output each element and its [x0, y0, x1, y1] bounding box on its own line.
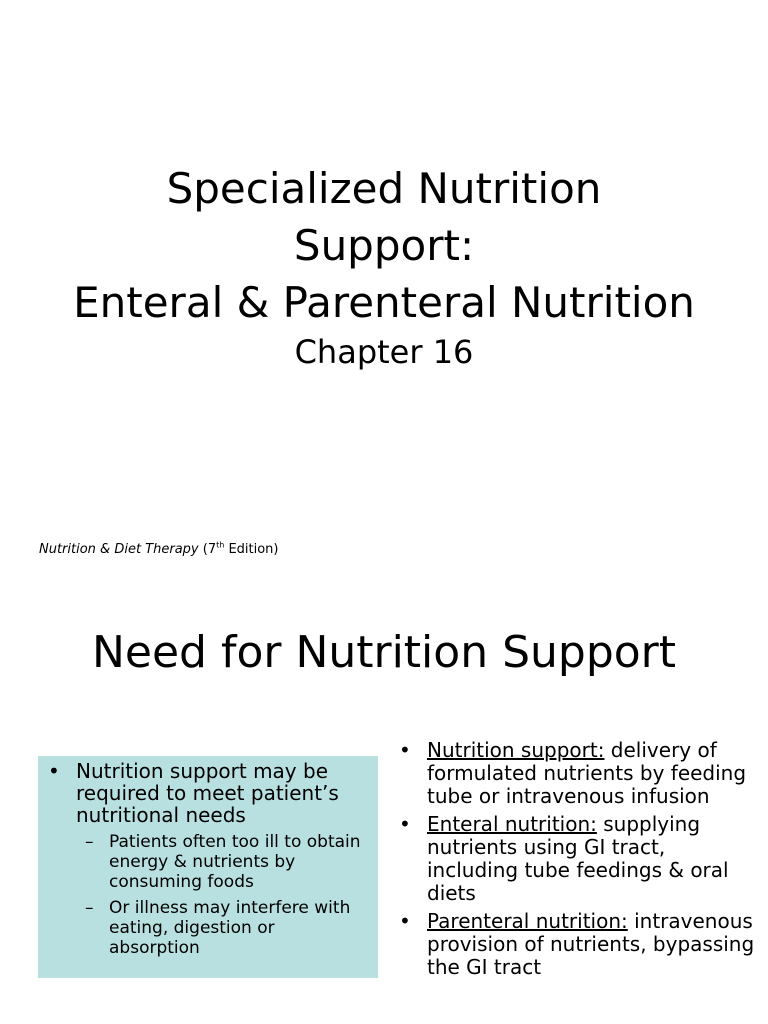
book-citation [39, 541, 279, 559]
edition-open: (7 [198, 542, 217, 557]
slide-2 [0, 576, 768, 1024]
list-item [38, 760, 368, 958]
right-bullet-list [389, 739, 759, 984]
left-bullet-list [38, 760, 368, 958]
list-item [389, 739, 759, 808]
dash-icon: – [85, 898, 94, 918]
bullet-icon: • [399, 738, 411, 762]
title-line-1: Specialized Nutrition [166, 164, 602, 213]
sub-bullet-list [76, 832, 368, 958]
term-definition: delivery of formulated nutrients by feeding tube or intravenous infusion [427, 738, 747, 808]
bullet-icon: • [399, 909, 411, 933]
list-item [389, 813, 759, 905]
book-title: Nutrition & Diet Therapy [39, 542, 199, 557]
bullet-icon: • [48, 759, 60, 783]
dash-icon: – [85, 832, 94, 852]
term-label: Parenteral nutrition: [427, 909, 628, 933]
term-label: Enteral nutrition: [427, 812, 597, 836]
term-definition: intravenous provision of nutrients, bypassing the GI tract [427, 909, 755, 979]
sub-bullet-text: Or illness may interfere with eating, digestion or absorption [109, 898, 351, 958]
title-line-3: Enteral & Parenteral Nutrition [73, 278, 695, 327]
chapter-subtitle: Chapter 16 [294, 333, 474, 371]
list-item [38, 832, 368, 892]
highlight-box [38, 756, 378, 978]
edition-close: Edition) [224, 542, 279, 557]
term-label: Nutrition support: [427, 738, 605, 762]
list-item [38, 898, 368, 958]
sub-bullet-text: Patients often too ill to obtain energy & nutrients by consuming foods [109, 832, 361, 892]
slide-1-title [0, 160, 768, 331]
edition-superscript: th [216, 540, 225, 550]
list-item [389, 910, 759, 979]
bullet-text: Nutrition support may be required to meet patient’s nutritional needs [76, 759, 339, 827]
title-line-2: Support: [293, 221, 475, 270]
term-definition: supplying nutrients using GI tract, including tube feedings & oral diets [427, 812, 729, 905]
slide-2-title: Need for Nutrition Support [91, 627, 677, 678]
bullet-icon: • [399, 812, 411, 836]
